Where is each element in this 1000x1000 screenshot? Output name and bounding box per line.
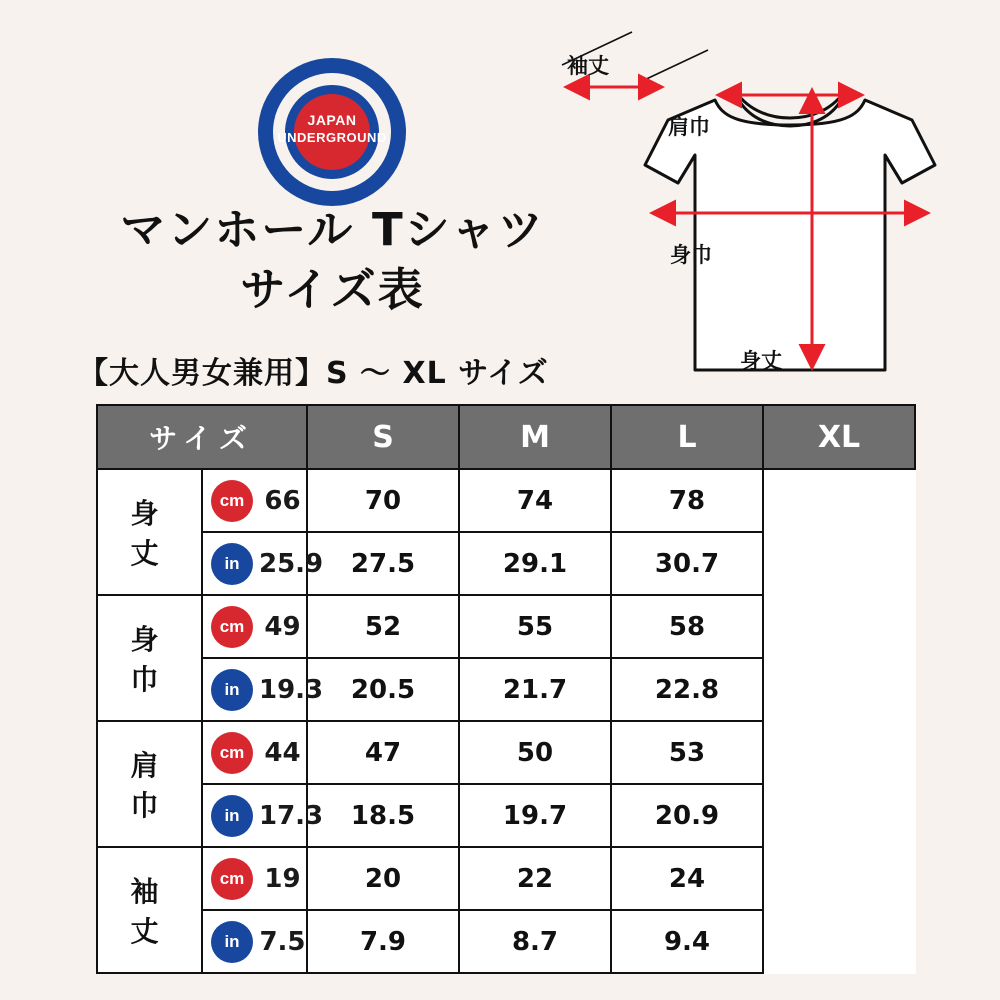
table-row xyxy=(97,721,915,784)
cm-badge: cm xyxy=(211,480,253,522)
in-badge: in xyxy=(211,543,253,585)
table-row xyxy=(97,658,915,721)
in-badge: in xyxy=(211,795,253,837)
cell-value: 44 xyxy=(264,737,301,768)
cell-value: 78 xyxy=(611,469,763,532)
header-m: M xyxy=(459,405,611,469)
cell-value: 70 xyxy=(307,469,459,532)
cell-value: 66 xyxy=(264,485,301,516)
cell-value: 27.5 xyxy=(307,532,459,595)
header-size: サイズ xyxy=(97,405,307,469)
header-l: L xyxy=(611,405,763,469)
cell-value: 20.5 xyxy=(307,658,459,721)
table-row xyxy=(97,910,915,973)
cell-value: 47 xyxy=(307,721,459,784)
brand-logo xyxy=(258,58,406,206)
cell-value: 21.7 xyxy=(459,658,611,721)
table-row xyxy=(97,595,915,658)
cell-value: 52 xyxy=(307,595,459,658)
in-badge: in xyxy=(211,669,253,711)
cell-value: 7.9 xyxy=(307,910,459,973)
cell-value: 58 xyxy=(611,595,763,658)
cm-badge: cm xyxy=(211,732,253,774)
diagram-label-body-width: 身巾 xyxy=(670,243,712,267)
unit-cell-in xyxy=(202,784,324,847)
table-row xyxy=(97,784,915,847)
tshirt-diagram xyxy=(540,20,990,410)
cell-value: 53 xyxy=(611,721,763,784)
cell-value: 20 xyxy=(307,847,459,910)
page-subtitle: 【大人男女兼用】S 〜 XL サイズ xyxy=(78,356,549,391)
cell-value: 29.1 xyxy=(459,532,611,595)
unit-cell-in xyxy=(202,910,307,973)
unit-cell-cm xyxy=(202,469,307,532)
in-badge: in xyxy=(211,921,253,963)
cell-value: 25.9 xyxy=(259,548,324,579)
unit-cell-cm xyxy=(202,847,307,910)
size-chart-table xyxy=(96,404,916,974)
diagram-label-body-length: 身丈 xyxy=(740,349,782,373)
table-row xyxy=(97,847,915,910)
diagram-label-shoulder-width: 肩巾 xyxy=(668,115,710,139)
diagram-label-sleeve-length: 袖丈 xyxy=(567,54,609,78)
cell-value: 55 xyxy=(459,595,611,658)
logo-text xyxy=(258,111,406,147)
table-header-row xyxy=(97,405,915,469)
page-title-line2: サイズ表 xyxy=(240,263,425,316)
cell-value: 22 xyxy=(459,847,611,910)
cell-value: 22.8 xyxy=(611,658,763,721)
header-xl: XL xyxy=(763,405,915,469)
cell-value: 30.7 xyxy=(611,532,763,595)
unit-cell-in xyxy=(202,658,324,721)
cell-value: 18.5 xyxy=(307,784,459,847)
cell-value: 7.5 xyxy=(259,926,306,957)
unit-cell-in xyxy=(202,532,324,595)
cell-value: 24 xyxy=(611,847,763,910)
cm-badge: cm xyxy=(211,858,253,900)
cell-value: 19 xyxy=(264,863,301,894)
row-label-sleeve-length: 袖 丈 xyxy=(97,847,202,973)
page-title xyxy=(60,200,605,320)
logo-text-line1: JAPAN xyxy=(307,112,357,128)
cell-value: 50 xyxy=(459,721,611,784)
size-chart-body xyxy=(97,469,915,973)
cell-value: 49 xyxy=(264,611,301,642)
logo-text-line2: UNDERGROUND xyxy=(277,130,387,145)
row-label-body-length: 身 丈 xyxy=(97,469,202,595)
cell-value: 8.7 xyxy=(459,910,611,973)
cell-value: 19.3 xyxy=(259,674,324,705)
header-s: S xyxy=(307,405,459,469)
cell-value: 9.4 xyxy=(611,910,763,973)
row-label-shoulder-width: 肩 巾 xyxy=(97,721,202,847)
unit-cell-cm xyxy=(202,595,307,658)
cell-value: 20.9 xyxy=(611,784,763,847)
cell-value: 17.3 xyxy=(259,800,324,831)
size-chart-header xyxy=(97,405,915,469)
cell-value: 19.7 xyxy=(459,784,611,847)
row-label-body-width: 身 巾 xyxy=(97,595,202,721)
page-title-line1: マンホール Tシャツ xyxy=(120,203,545,256)
table-row xyxy=(97,532,915,595)
cm-badge: cm xyxy=(211,606,253,648)
unit-cell-cm xyxy=(202,721,307,784)
cell-value: 74 xyxy=(459,469,611,532)
table-row xyxy=(97,469,915,532)
